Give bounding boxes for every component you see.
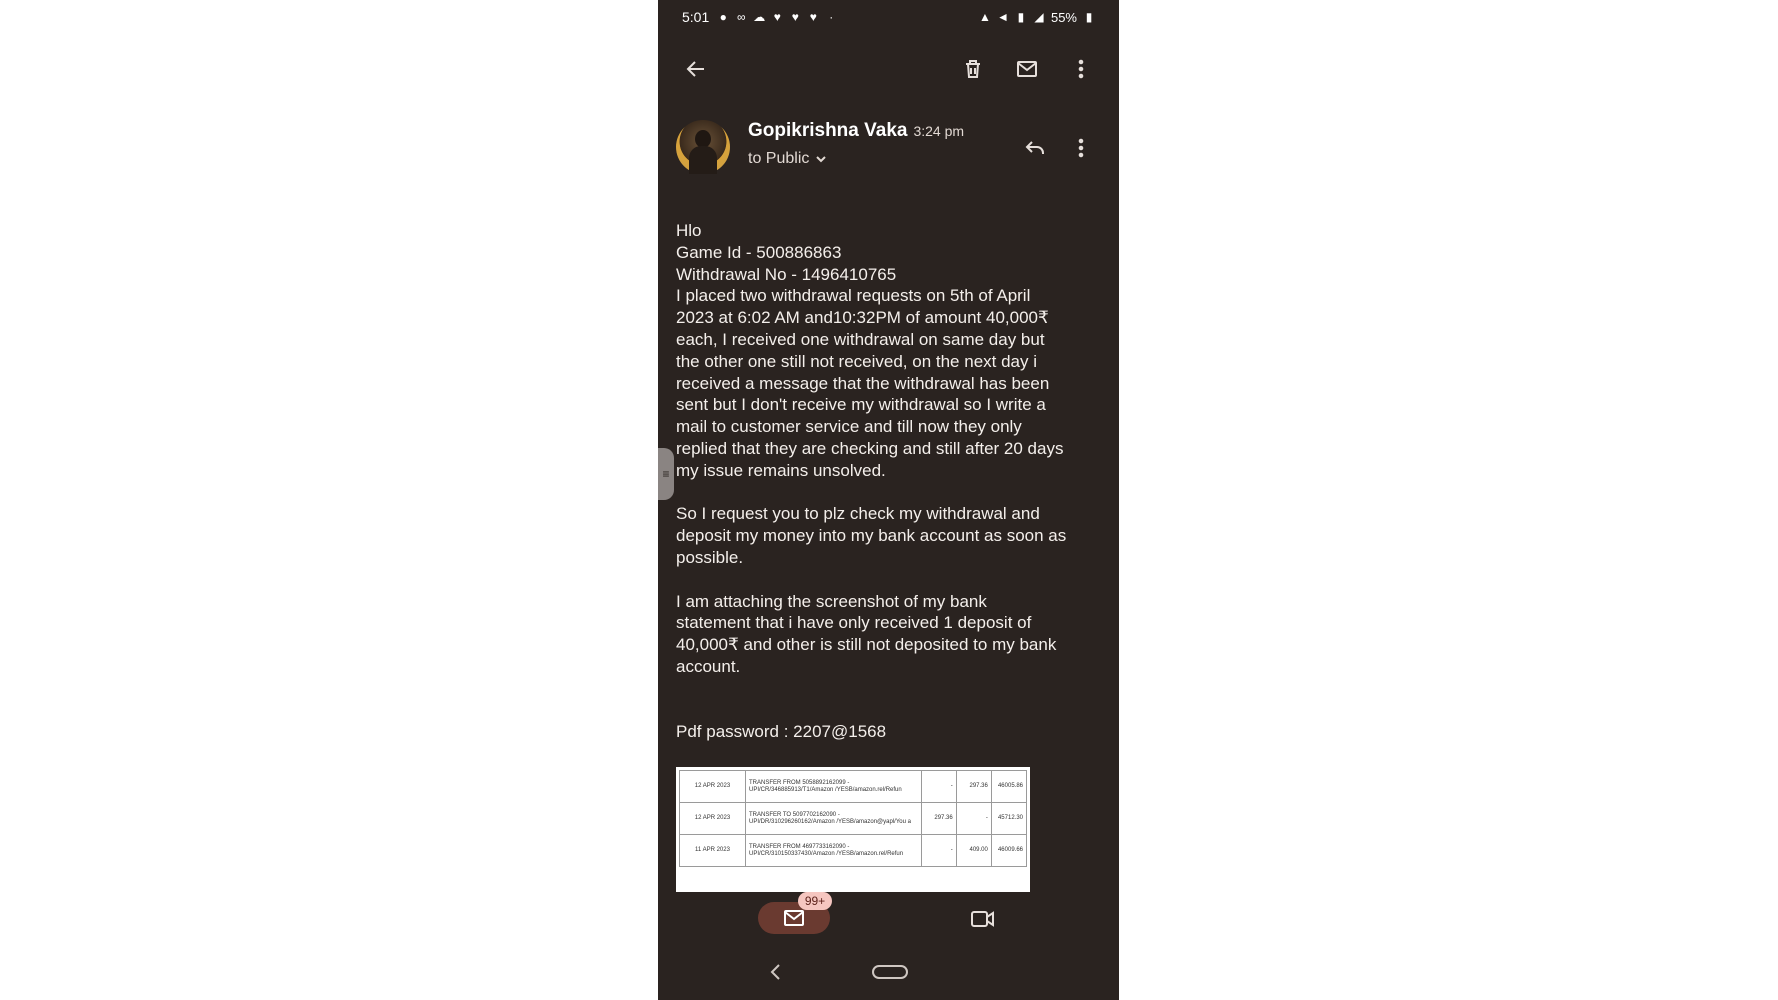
chat-icon: ● [719, 10, 727, 24]
back-arrow-icon [684, 57, 708, 81]
body-line: account. [676, 656, 741, 676]
mail-icon [782, 906, 806, 930]
body-line: replied that they are checking and still after 20 days [676, 438, 1064, 458]
status-bar [658, 0, 1119, 34]
body-line: Hlo [676, 221, 702, 240]
sender-name[interactable]: Gopikrishna Vaka [748, 120, 908, 141]
signal-bars-icon: ◢ [1034, 10, 1044, 24]
body-line: 2023 at 6:02 AM and10:32PM of amount 40,000₹ [676, 308, 1049, 328]
trash-icon [961, 57, 985, 81]
unread-badge: 99+ [798, 892, 832, 910]
twitter-icon: ♥ [809, 10, 817, 24]
meet-tab[interactable] [968, 904, 998, 934]
table-row [680, 771, 1027, 803]
row-debit: 297.36 [921, 803, 956, 835]
row-credit: - [956, 803, 991, 835]
email-body [676, 220, 1106, 743]
body-line: each, I received one withdrawal on same day but [676, 329, 1045, 349]
email-time: 3:24 pm [913, 123, 965, 139]
pdf-password-line: Pdf password : 2207@1568 [676, 722, 887, 742]
twitter-icon: ♥ [773, 10, 781, 24]
row-description: TRANSFER FROM 4697733162090 - UPI/CR/310150337430/Amazon /YESB/amazon.rel/Refun [745, 835, 921, 867]
volte-icon: ▮ [1017, 10, 1025, 24]
system-back-button[interactable] [766, 962, 786, 982]
body-line: 40,000₹ and other is still not deposited to my bank [676, 635, 1057, 655]
row-date: 12 APR 2023 [680, 803, 746, 835]
body-line: deposit my money into my bank account as soon as [676, 526, 1067, 546]
recipient-label: to Public [748, 150, 810, 167]
handle-icon: ≡ [662, 467, 670, 481]
avatar[interactable] [676, 120, 730, 174]
row-credit: 409.00 [956, 835, 991, 867]
mail-icon [1015, 57, 1039, 81]
notification-icons [717, 11, 837, 23]
body-line: statement that i have only received 1 deposit of [676, 613, 1032, 633]
recipient-toggle[interactable] [748, 150, 964, 168]
body-line: received a message that the withdrawal has been [676, 373, 1050, 393]
body-line: mail to customer service and till now they only [676, 417, 1022, 437]
sender-actions [1015, 128, 1101, 168]
sender-info [748, 120, 964, 168]
body-line: Withdrawal No - 1496410765 [676, 264, 897, 284]
bottom-nav [658, 892, 1119, 948]
battery-percent: 55% [1050, 9, 1077, 25]
mark-unread-button[interactable] [1007, 49, 1047, 89]
more-vert-icon [1069, 57, 1093, 81]
bank-statement-table [679, 770, 1027, 867]
row-balance: 45712.30 [991, 803, 1026, 835]
sender-header [676, 120, 1101, 180]
row-balance: 46005.86 [991, 771, 1026, 803]
row-debit: - [921, 835, 956, 867]
sender-line [748, 120, 964, 142]
row-description: TRANSFER FROM 5058892162099 - UPI/CR/346885913/T1/Amazon /YESB/amazon.rel/Refun [745, 771, 921, 803]
body-line: the other one still not received, on the next day i [676, 351, 1038, 371]
app-bar [658, 34, 1119, 104]
body-line: possible. [676, 547, 744, 567]
status-time: 5:01 [682, 9, 710, 25]
edge-panel-handle[interactable] [658, 448, 674, 500]
body-line: I am attaching the screenshot of my bank [676, 591, 987, 611]
reply-icon [1023, 136, 1047, 160]
body-line: So I request you to plz check my withdrawal and [676, 504, 1040, 524]
row-debit: - [921, 771, 956, 803]
body-paragraph-1 [676, 220, 1106, 482]
table-row [680, 835, 1027, 867]
signal-icon: ▲ [979, 10, 991, 24]
body-line: Game Id - 500886863 [676, 242, 842, 262]
body-line: sent but I don't receive my withdrawal so I write a [676, 395, 1046, 415]
attachment-image[interactable] [676, 767, 1030, 892]
row-credit: 297.36 [956, 771, 991, 803]
battery-icon: ▮ [1085, 10, 1093, 24]
mute-icon: ◄ [997, 10, 1009, 24]
delete-button[interactable] [953, 49, 993, 89]
row-description: TRANSFER TO 5097702162090 - UPI/DR/310296260162/Amazon /YESB/amazon@yapl/You a [745, 803, 921, 835]
cloud-icon: ☁ [753, 10, 766, 24]
reply-button[interactable] [1015, 128, 1055, 168]
body-line: my issue remains unsolved. [676, 460, 886, 480]
twitter-icon: ♥ [791, 10, 799, 24]
chevron-left-icon [766, 962, 786, 982]
table-row [680, 803, 1027, 835]
more-options-button[interactable] [1061, 49, 1101, 89]
row-balance: 46009.66 [991, 835, 1026, 867]
row-date: 12 APR 2023 [680, 771, 746, 803]
infinity-icon: ∞ [736, 10, 746, 24]
body-line: I placed two withdrawal requests on 5th of April [676, 286, 1031, 306]
body-paragraph-3 [676, 591, 1106, 678]
more-vert-icon [1069, 136, 1093, 160]
video-camera-icon [970, 908, 996, 930]
system-icons [979, 10, 1095, 25]
avatar-body [689, 146, 717, 174]
chevron-down-icon [815, 153, 827, 165]
row-date: 11 APR 2023 [680, 835, 746, 867]
message-more-button[interactable] [1061, 128, 1101, 168]
system-home-button[interactable] [872, 965, 908, 979]
back-button[interactable] [676, 49, 716, 89]
body-paragraph-2 [676, 503, 1106, 568]
phone-screen [658, 0, 1119, 1000]
system-navigation [658, 948, 1119, 1000]
dot-icon: · [829, 10, 834, 24]
